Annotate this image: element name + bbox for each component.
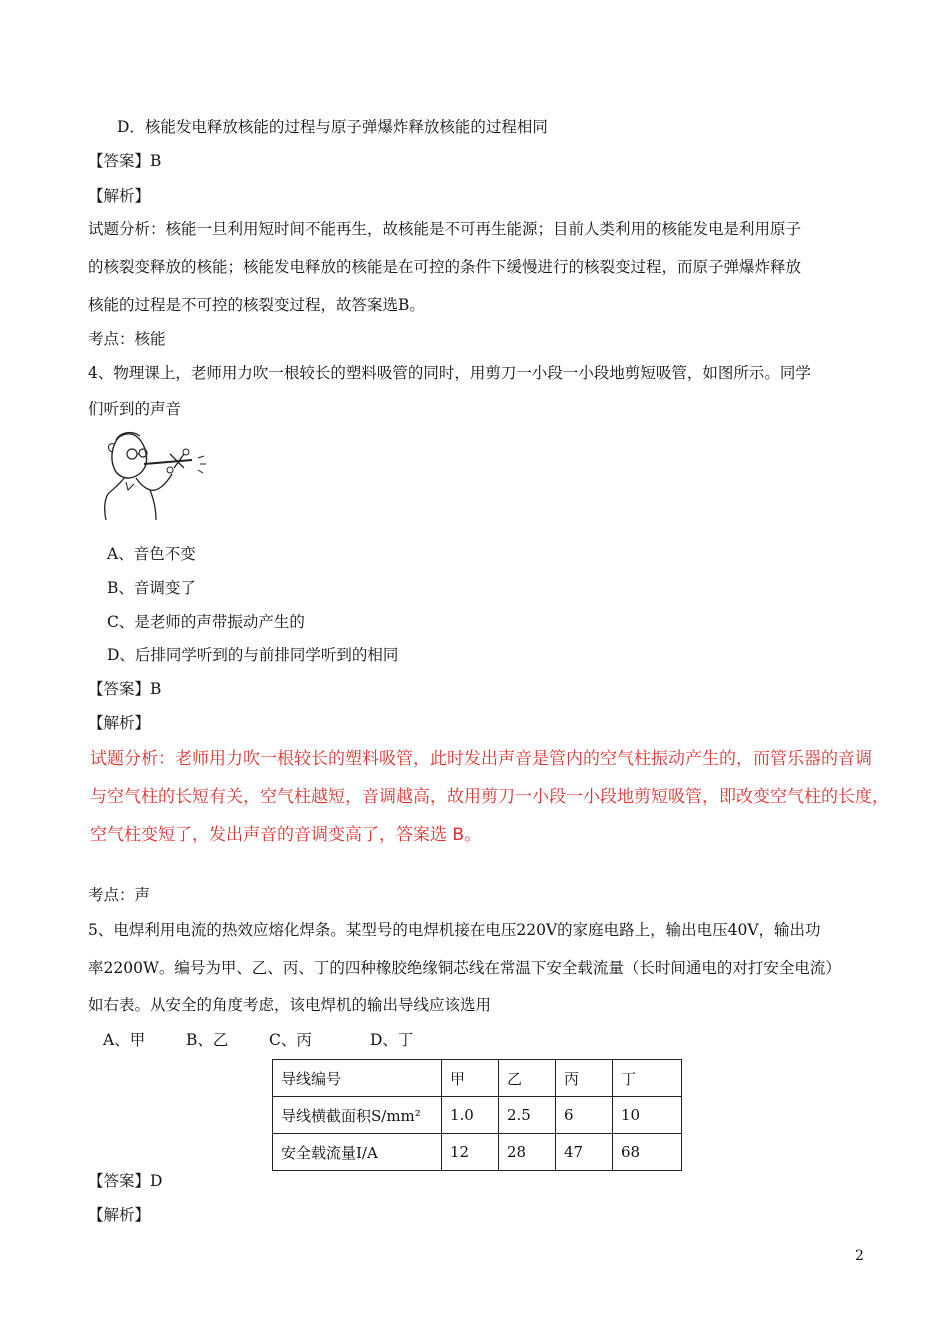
q3-analysis-line: 试题分析：核能一旦利用短时间不能再生，故核能是不可再生能源；目前人类利用的核能发电是利用原子: [88, 220, 802, 238]
q5-stem-line: 如右表。从安全的角度考虑，该电焊机的输出导线应该选用: [88, 996, 492, 1014]
q4-answer: 【答案】B: [88, 680, 162, 698]
q5-answer: 【答案】D: [88, 1172, 163, 1190]
table-row: [273, 1097, 682, 1134]
q3-analysis-line: 核能的过程是不可控的核裂变过程，故答案选B。: [88, 296, 425, 314]
table-cell: 导线编号: [273, 1060, 442, 1097]
table-row: [273, 1060, 682, 1097]
q5-stem-line: 5、电焊利用电流的热效应熔化焊条。某型号的电焊机接在电压220V的家庭电路上，输出电压40V，输出功: [88, 921, 821, 939]
table-cell: 1.0: [442, 1097, 499, 1134]
table-cell: 28: [499, 1134, 556, 1171]
q4-stem-line: 4、物理课上，老师用力吹一根较长的塑料吸管的同时，用剪刀一小段一小段地剪短吸管，如图所示。同学: [88, 364, 811, 382]
table-cell: 68: [613, 1134, 682, 1171]
q4-option: B、音调变了: [107, 579, 196, 597]
q4-point: 考点：声: [88, 886, 151, 904]
q5-option: B、乙: [186, 1031, 229, 1049]
table-cell: 导线横截面积S/mm²: [273, 1097, 442, 1134]
table-cell: 47: [556, 1134, 613, 1171]
table-cell: 12: [442, 1134, 499, 1171]
table-cell: 乙: [499, 1060, 556, 1097]
table-cell: 丙: [556, 1060, 613, 1097]
table-cell: 6: [556, 1097, 613, 1134]
q3-analysis-heading: 【解析】: [88, 187, 151, 205]
q5-option: C、丙: [269, 1031, 312, 1049]
q3-point: 考点：核能: [88, 330, 166, 348]
table-cell: 安全载流量I/A: [273, 1134, 442, 1171]
q4-analysis-line: 空气柱变短了，发出声音的音调变高了，答案选 B。: [90, 825, 482, 845]
q4-analysis-heading: 【解析】: [88, 714, 151, 732]
q4-analysis-line: 试题分析：老师用力吹一根较长的塑料吸管，此时发出声音是管内的空气柱振动产生的，而管乐器的音调: [90, 749, 872, 769]
q3-analysis-line: 的核裂变释放的核能；核能发电释放的核能是在可控的条件下缓慢进行的核裂变过程，而原子弹爆炸释放: [88, 258, 802, 276]
teacher-blowing-straw-illustration: [100, 428, 218, 520]
page-number: 2: [855, 1248, 864, 1264]
q5-analysis-heading: 【解析】: [88, 1206, 151, 1224]
q4-stem-line: 们听到的声音: [88, 400, 182, 418]
q4-option: C、是老师的声带振动产生的: [107, 613, 305, 631]
table-row: [273, 1134, 682, 1171]
table-cell: 甲: [442, 1060, 499, 1097]
q3-answer: 【答案】B: [88, 152, 162, 170]
q3-option-d: D．核能发电释放核能的过程与原子弹爆炸释放核能的过程相同: [117, 118, 548, 136]
q5-option: D、丁: [370, 1031, 414, 1049]
wire-spec-table: [272, 1059, 682, 1171]
q4-option: D、后排同学听到的与前排同学听到的相同: [107, 646, 399, 664]
table-cell: 2.5: [499, 1097, 556, 1134]
q5-stem-line: 率2200W。编号为甲、乙、丙、丁的四种橡胶绝缘铜芯线在常温下安全载流量（长时间通电的对打安全电流）: [88, 959, 841, 977]
q5-option: A、甲: [103, 1031, 146, 1049]
table-cell: 10: [613, 1097, 682, 1134]
table-cell: 丁: [613, 1060, 682, 1097]
q4-analysis-line: 与空气柱的长短有关，空气柱越短，音调越高，故用剪刀一小段一小段地剪短吸管，即改变空气柱的长度，: [90, 787, 889, 807]
q4-option: A、音色不变: [107, 545, 196, 563]
